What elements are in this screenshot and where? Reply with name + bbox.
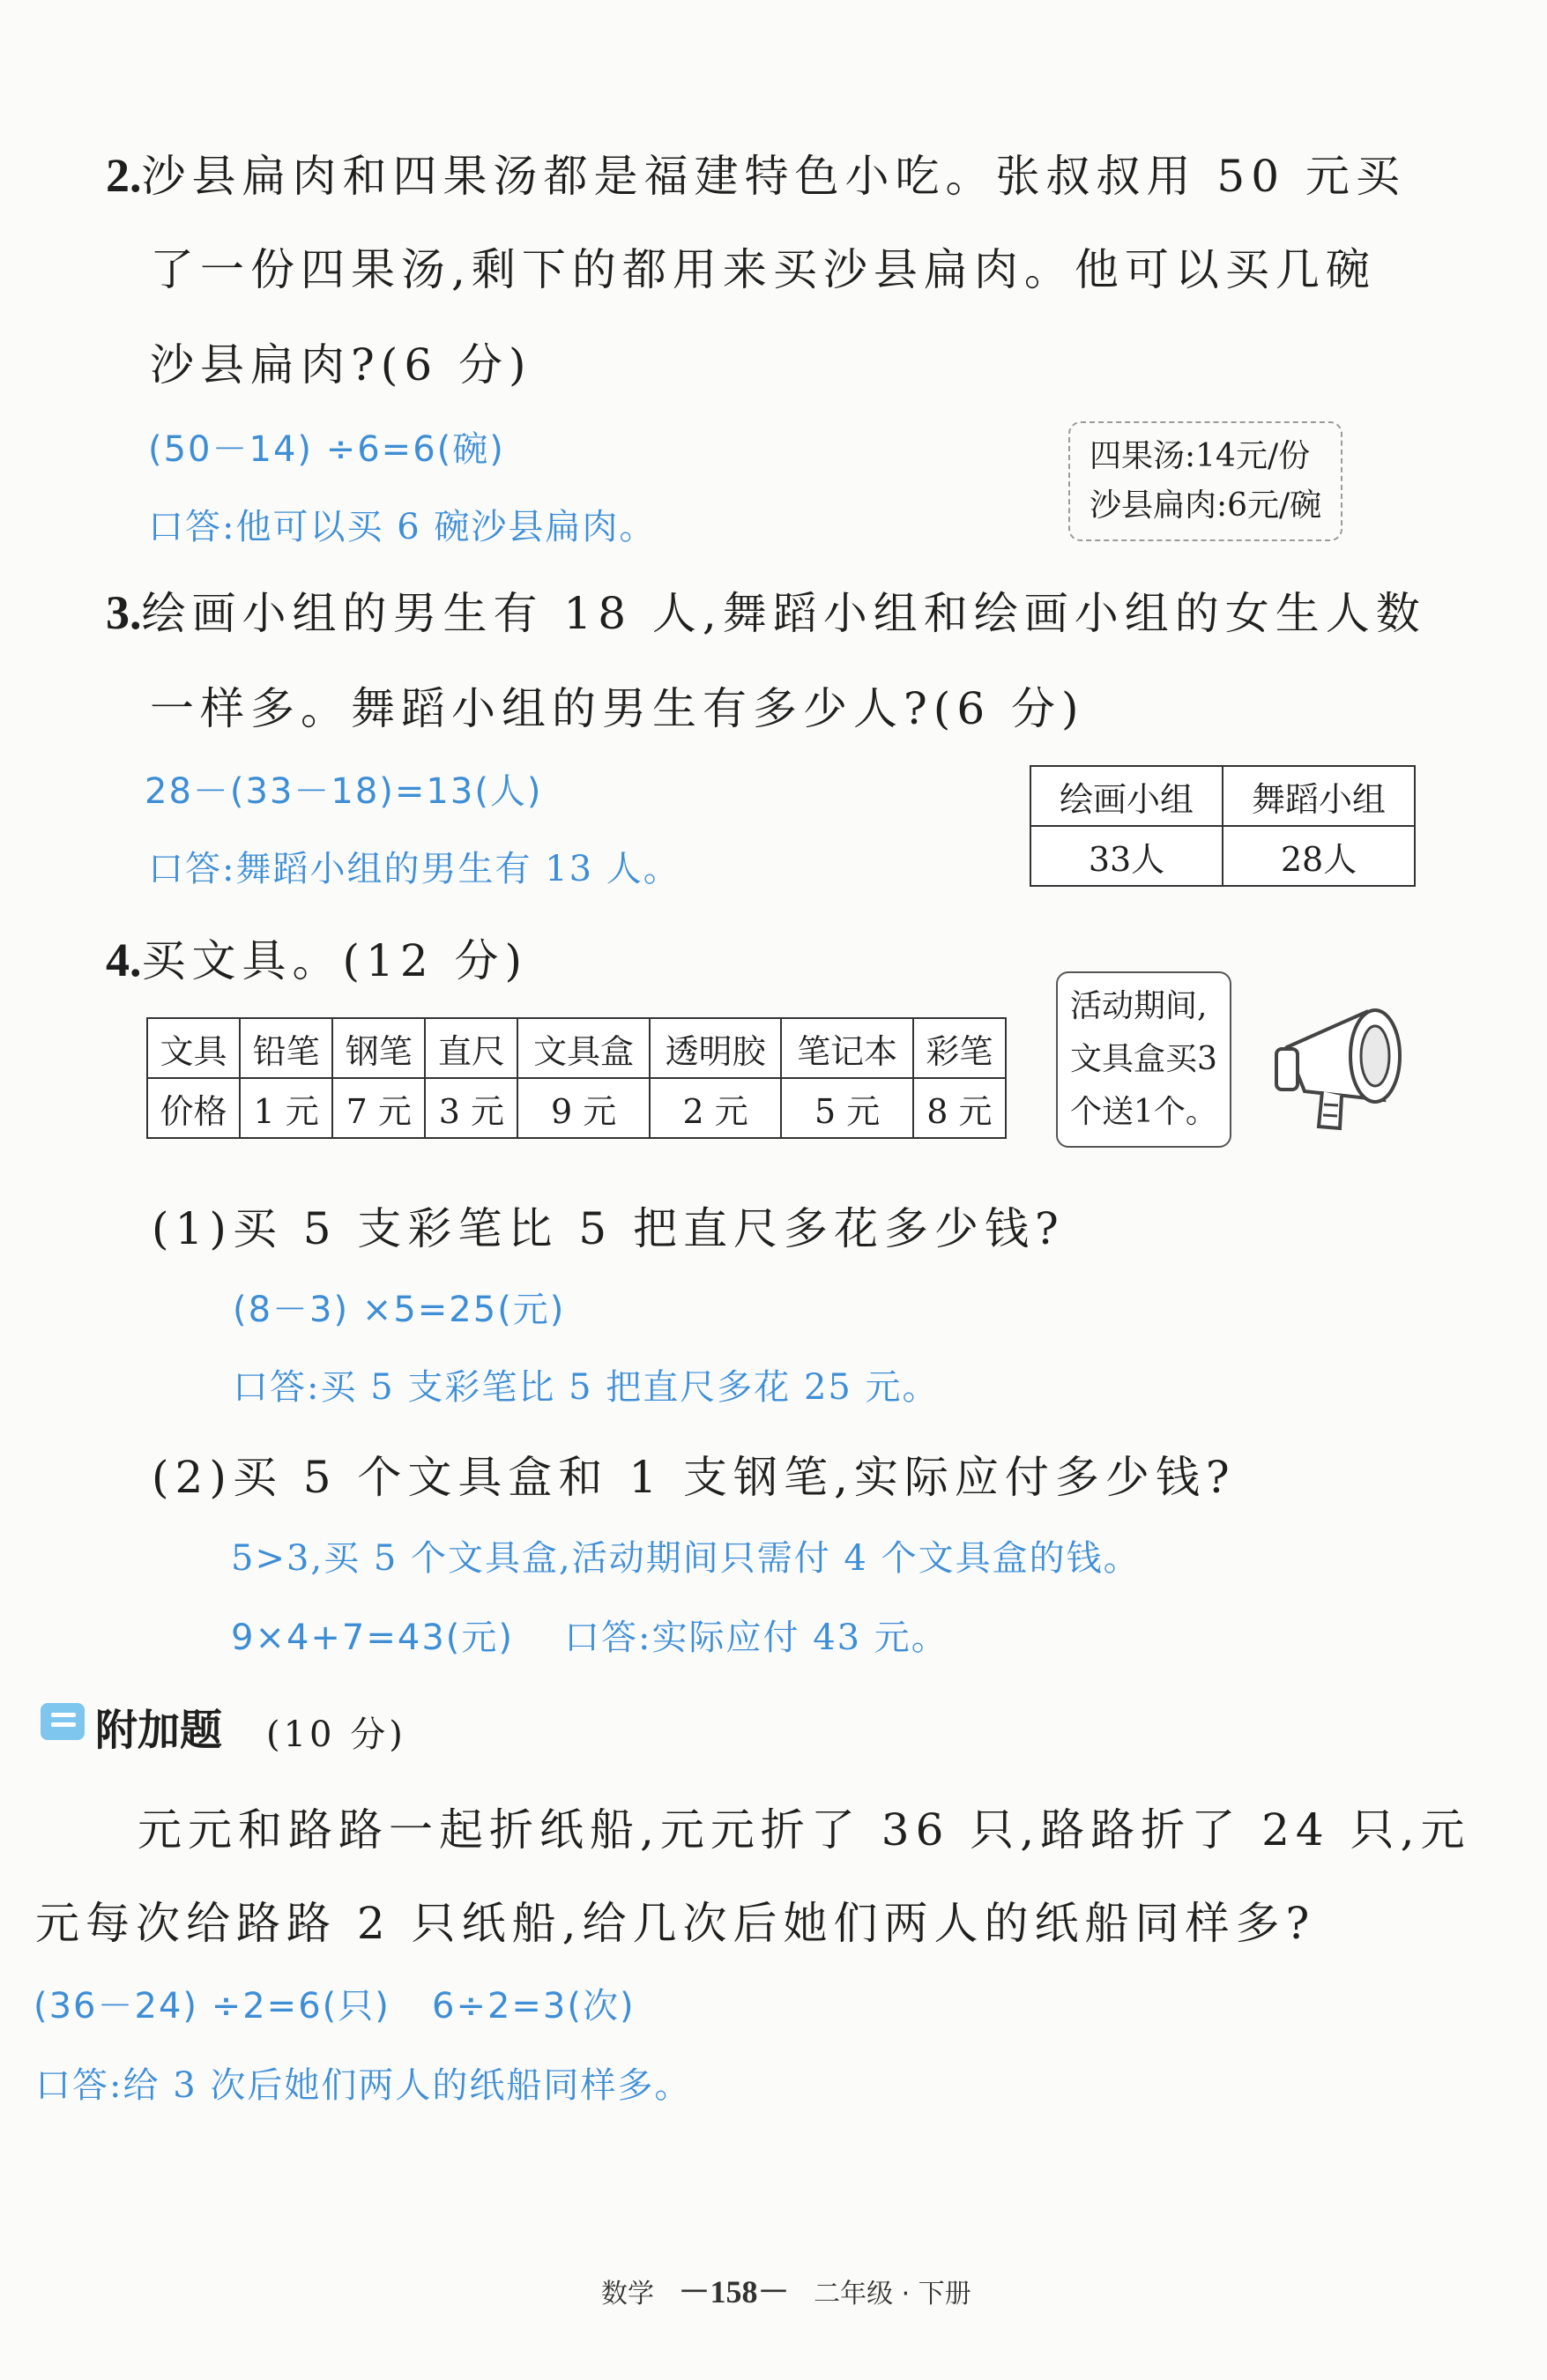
stationery-table [146, 1017, 1007, 1139]
q3-line-2: 一样多。舞蹈小组的男生有多少人?(6 分) [150, 683, 1085, 734]
bonus-line-1: 元元和路路一起折纸船,元元折了 36 只,路路折了 24 只,元 [138, 1804, 1471, 1856]
q4-title [106, 926, 528, 989]
stationery-header: 彩笔 [913, 1018, 1006, 1078]
q4-sub1-question: (1)买 5 支彩笔比 5 把直尺多花多少钱? [152, 1203, 1065, 1254]
group-table [1030, 765, 1416, 887]
q4-number: 4. [106, 933, 142, 986]
bonus-answer-1: (36－24) ÷2=6(只) [33, 1986, 390, 2027]
q2-answer: (50－14) ÷6=6(碗) [148, 429, 505, 470]
stationery-header: 笔记本 [781, 1018, 912, 1078]
stationery-header: 直尺 [425, 1018, 517, 1078]
bonus-line-2: 元每次给路路 2 只纸船,给几次后她们两人的纸船同样多? [35, 1898, 1316, 1949]
promo-bubble [1056, 971, 1231, 1148]
promo-line-1: 活动期间, [1070, 988, 1208, 1024]
promo-line-3: 个送1个。 [1070, 1094, 1217, 1130]
bonus-heading-icon [39, 1701, 86, 1742]
bonus-heading: 附加题 [95, 1706, 223, 1755]
page-number: －158－ [678, 2274, 790, 2309]
q2-line-1 [106, 141, 1406, 205]
footer-subject: 数学 [601, 2279, 654, 2309]
group-value: 28人 [1223, 826, 1415, 886]
stationery-header: 透明胶 [650, 1018, 781, 1078]
group-header: 舞蹈小组 [1223, 766, 1415, 826]
promo-line-2: 文具盒买3 [1070, 1041, 1217, 1077]
stationery-price: 5 元 [781, 1078, 912, 1138]
q4-sub1-answer: (8－3) ×5=25(元) [233, 1290, 566, 1330]
q4-sub2-reply: 口答:实际应付 43 元。 [564, 1618, 948, 1658]
footer-grade: 二年级 · 下册 [814, 2279, 971, 2309]
price-note [1068, 421, 1342, 541]
q3-answer: 28－(33－18)=13(人) [145, 771, 543, 812]
q3-reply: 口答:舞蹈小组的男生有 13 人。 [148, 849, 681, 889]
q4-title-text: 买文具。(12 分) [141, 935, 529, 986]
q2-number: 2. [106, 149, 142, 202]
stationery-price: 2 元 [650, 1078, 781, 1138]
stationery-header: 钢笔 [332, 1018, 425, 1078]
bonus-reply: 口答:给 3 次后她们两人的纸船同样多。 [35, 2065, 692, 2106]
q3-number: 3. [106, 586, 142, 639]
group-value: 33人 [1030, 826, 1223, 886]
bonus-points: (10 分) [266, 1714, 406, 1755]
stationery-header: 文具 [147, 1018, 240, 1078]
megaphone-icon [1261, 994, 1428, 1153]
price-note-line-2: 沙县扁肉:6元/碗 [1090, 487, 1322, 524]
stationery-price: 1 元 [240, 1078, 332, 1138]
q2-text-1: 沙县扁肉和四果汤都是福建特色小吃。张叔叔用 50 元买 [141, 151, 1406, 202]
group-header: 绘画小组 [1030, 766, 1223, 826]
q2-reply: 口答:他可以买 6 碗沙县扁肉。 [148, 507, 657, 547]
q4-sub2-answer-1: 5>3,买 5 个文具盒,活动期间只需付 4 个文具盒的钱。 [231, 1538, 1141, 1579]
stationery-price: 7 元 [332, 1078, 425, 1138]
stationery-price: 3 元 [425, 1078, 517, 1138]
q2-line-2: 了一份四果汤,剩下的都用来买沙县扁肉。他可以买几碗 [150, 244, 1376, 295]
q4-sub1-reply: 口答:买 5 支彩笔比 5 把直尺多花 25 元。 [233, 1367, 940, 1408]
bonus-answer-2: 6÷2=3(次) [432, 1986, 636, 2027]
footer [601, 2267, 971, 2312]
q4-sub2-question: (2)买 5 个文具盒和 1 支钢笔,实际应付多少钱? [152, 1452, 1236, 1503]
q3-line-1 [106, 578, 1426, 642]
stationery-price: 8 元 [913, 1078, 1006, 1138]
stationery-header: 文具盒 [517, 1018, 649, 1078]
price-note-line-1: 四果汤:14元/份 [1090, 438, 1311, 474]
q4-sub2-answer-2: 9×4+7=43(元) [231, 1618, 515, 1658]
q2-line-3: 沙县扁肉?(6 分) [150, 339, 532, 390]
stationery-price: 价格 [147, 1078, 240, 1138]
stationery-header: 铅笔 [240, 1018, 332, 1078]
stationery-price: 9 元 [517, 1078, 649, 1138]
q3-text-1: 绘画小组的男生有 18 人,舞蹈小组和绘画小组的女生人数 [141, 588, 1426, 639]
